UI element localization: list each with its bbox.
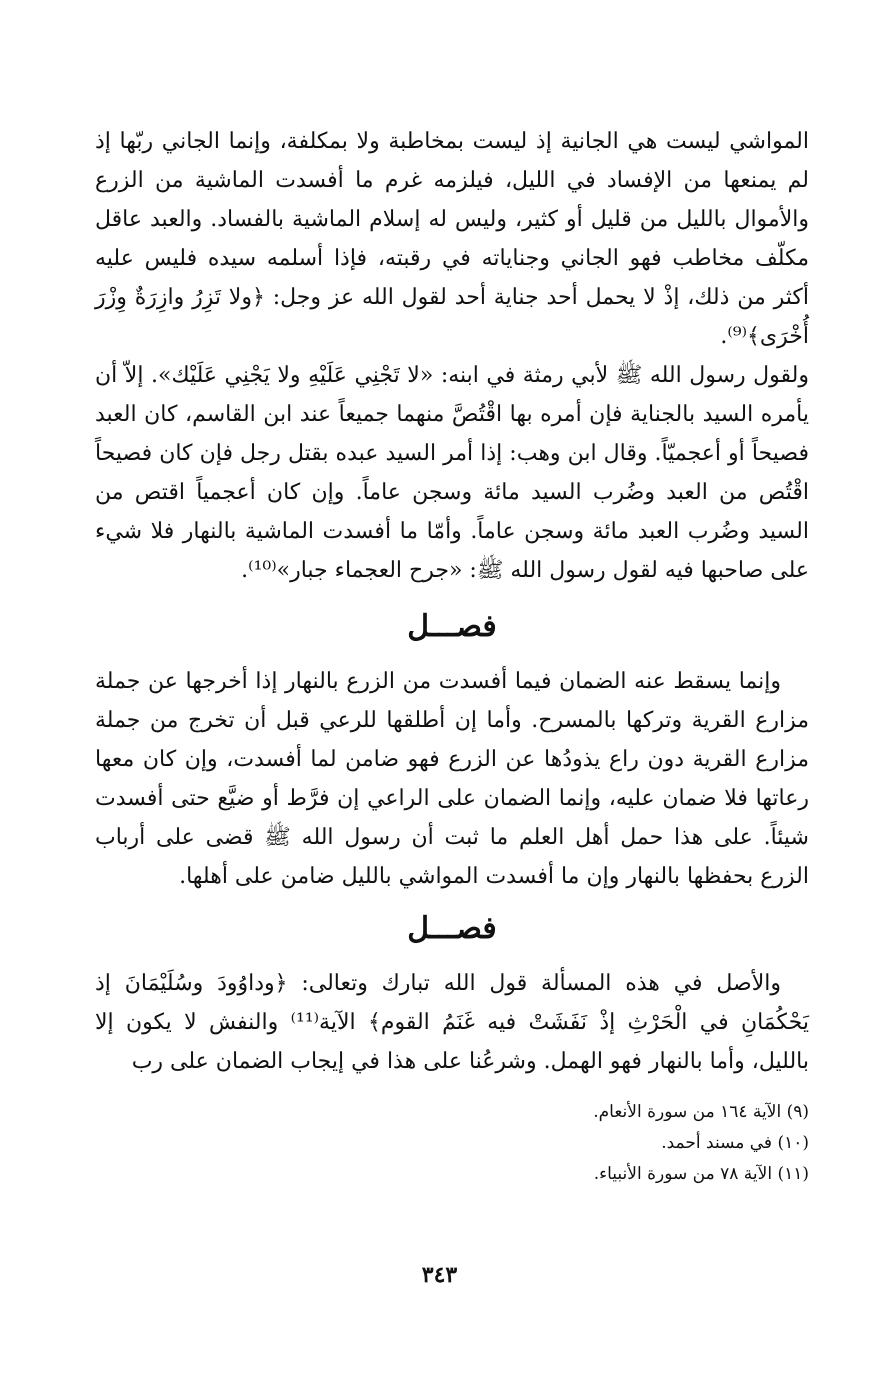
footnotes <box>95 1097 809 1190</box>
section-2-paragraph: والأصل في هذه المسألة قول الله تبارك وتعالى: ﴿وداوُودَ وسُلَيْمَانَ إذ يَحْكُمَانِ في الْحَرْثِ إذْ نَفَشَتْ فيه غَنَمُ القوم﴾ الآية⁽¹¹⁾ والنفش لا يكون إلا بالليل، وأما بالنهار فهو الهمل. وشرعُنا على هذا في إيجاب الضمان على رب <box>95 971 809 1074</box>
body-paragraph-2: ولقول رسول الله ﷺ لأبي رمثة في ابنه: «لا تَجْنِي عَلَيْهِ ولا يَجْنِي عَلَيْك». إلاّ أن يأمره السيد بالجناية فإن أمره بها اقْتُصَّ منهما جميعاً عند ابن القاسم، كان العبد فصيحاً أو أعجميّاً. وقال ابن وهب: إذا أمر السيد عبده بقتل رجل فإن كان فصيحاً اقْتُص من العبد وضُرب السيد مائة وسجن عاماً. وإن كان أعجمياً اقتص من السيد وضُرب العبد مائة وسجن عاماً. وأمّا ما أفسدت الماشية بالنهار فلا شيء على صاحبها فيه لقول رسول الله ﷺ: «جرح العجماء جبار»⁽¹⁰⁾. <box>95 363 809 583</box>
section-heading-2: فصـــل <box>407 911 497 946</box>
section-heading-1: فصـــل <box>407 609 497 644</box>
footnote-9: (٩) الآية ١٦٤ من سورة الأنعام. <box>593 1102 809 1122</box>
section-1-paragraph: وإنما يسقط عنه الضمان فيما أفسدت من الزرع بالنهار إذا أخرجها عن جملة مزارع القرية وتركها بالمسرح. وأما إن أطلقها للرعي قبل أن تخرج من جملة مزارع القرية دون راع يذودُها عن الزرع فهو ضامن لما أفسدت، وإن كان معها رعاتها فلا ضمان عليه، وإنما الضمان على الراعي إن فرَّط أو ضيَّع حتى أفسدت شيئاً. على هذا حمل أهل العلم ما ثبت أن رسول الله ﷺ قضى على أرباب الزرع بحفظها بالنهار وإن ما أفسدت المواشي بالليل ضامن على أهلها. <box>95 669 809 889</box>
body-paragraph-1: المواشي ليست هي الجانية إذ ليست بمخاطبة ولا بمكلفة، وإنما الجاني ربّها إذ لم يمنعها من الإفساد في الليل، فيلزمه غرم ما أفسدت الماشية من الزرع والأموال بالليل من قليل أو كثير، وليس له إسلام الماشية بالفساد. والعبد عاقل مكلّف مخاطب فهو الجاني وجناياته في رقبته، فإذا أسلمه سيده فليس عليه أكثر من ذلك، إذْ لا يحمل أحد جناية أحد لقول الله عز وجل: ﴿ولا تَزِرُ وازِرَةٌ وِزْرَ أُخْرَى﴾⁽⁹⁾. <box>95 129 809 349</box>
page-body <box>95 122 809 1190</box>
page-number: ٣٤٣ <box>421 1262 458 1288</box>
footnote-11: (١١) الآية ٧٨ من سورة الأنبياء. <box>593 1164 809 1184</box>
footnote-10: (١٠) في مسند أحمد. <box>661 1133 809 1153</box>
